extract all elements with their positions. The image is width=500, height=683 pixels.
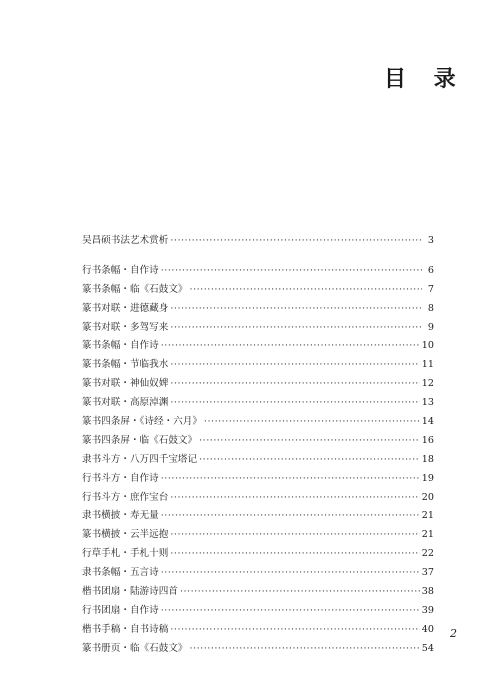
toc-entry-page: 3 [427,235,434,246]
toc-entry-label: 篆书条幅・自作诗 [82,340,159,352]
toc-entry[interactable] [82,507,434,526]
toc-dot-leader [170,356,419,375]
toc-entry-label: 篆书横披・云半远抱 [82,529,169,541]
toc-entry-label: 篆书册页・临《石鼓文》 [82,642,188,654]
toc-entry-page: 40 [421,623,434,635]
toc-entry-label: 篆书四条屏・《诗经・六月》 [82,416,202,428]
toc-entry[interactable] [82,375,434,394]
toc-entry-page: 20 [421,491,434,503]
toc-dot-leader [204,413,420,432]
toc-dot-leader [161,602,420,621]
toc-entry-label: 篆书对联・多驾写来 [82,321,169,333]
toc-entry[interactable] [82,583,434,602]
page-title: 目 录 [384,66,466,92]
toc-entry-page: 19 [421,472,434,484]
toc-entry-label: 篆书对联・神仙奴婢 [82,378,169,390]
toc-entry[interactable] [82,564,434,583]
toc-entry-page: 16 [421,434,434,446]
toc-dot-leader [170,319,422,338]
toc-entry-label: 篆书条幅・节临我水 [82,359,169,371]
toc-entry[interactable] [82,262,434,281]
toc-dot-leader [170,545,419,564]
toc-entry[interactable] [82,602,434,621]
toc-entry-label: 篆书四条屏・临《石鼓文》 [82,434,198,446]
toc-entry-page: 11 [421,359,434,371]
toc-dot-leader [199,432,420,451]
toc-dot-leader [161,507,420,526]
toc-entry[interactable] [82,470,434,489]
toc-entry-label: 行书团扇・自作诗 [82,604,159,616]
toc-dot-leader [180,583,420,602]
toc-entry-page: 54 [421,642,434,654]
toc-entry-label: 行草手札・手札十则 [82,548,169,560]
toc-dot-leader [170,526,419,545]
toc-dot-leader [190,281,422,300]
toc-dot-leader [161,337,420,356]
toc-entry-label: 行书斗方・自作诗 [82,472,159,484]
toc-entry-label: 楷书团扇・陆游诗四首 [82,586,178,598]
toc-entry-page: 9 [427,321,434,333]
toc-intro-entry[interactable] [82,232,434,251]
toc-entry-label: 行书条幅・自作诗 [82,264,159,276]
table-of-contents [82,232,434,659]
toc-dot-leader [190,640,420,659]
toc-entry[interactable] [82,640,434,659]
toc-entry-page: 22 [421,548,434,560]
toc-dot-leader [170,621,419,640]
toc-entry-page: 7 [427,283,434,295]
toc-entry[interactable] [82,356,434,375]
toc-entry-page: 21 [421,510,434,522]
toc-dot-leader [170,375,419,394]
toc-entry-label: 楷书手稿・自书诗稿 [82,623,169,635]
toc-dot-leader [161,470,420,489]
toc-entry-page: 21 [421,529,434,541]
toc-entry[interactable] [82,300,434,319]
toc-dot-leader [199,451,420,470]
toc-dot-leader [161,262,422,281]
toc-entry-label: 篆书对联・高原淖渊 [82,397,169,409]
toc-entry-page: 14 [421,416,434,428]
toc-entry-label: 行书斗方・庶作宝台 [82,491,169,503]
toc-entry-page: 12 [421,378,434,390]
toc-entry-label: 隶书条幅・五言诗 [82,567,159,579]
toc-entry[interactable] [82,545,434,564]
toc-entry[interactable] [82,281,434,300]
toc-entry[interactable] [82,451,434,470]
toc-entry-label: 隶书斗方・八万四千宝塔记 [82,453,198,465]
toc-entry-page: 38 [421,586,434,598]
toc-entry[interactable] [82,394,434,413]
toc-entry-label: 篆书对联・进德藏身 [82,302,169,314]
toc-dot-leader [170,232,422,251]
toc-entry[interactable] [82,621,434,640]
toc-entry[interactable] [82,413,434,432]
toc-entry[interactable] [82,489,434,508]
toc-entry-label: 隶书横披・寿无量 [82,510,159,522]
toc-dot-leader [170,489,419,508]
toc-entry[interactable] [82,526,434,545]
toc-entry-page: 10 [421,340,434,352]
toc-dot-leader [161,564,420,583]
toc-entry-label: 吴昌硕书法艺术赏析 [82,235,169,246]
toc-entry-page: 6 [427,264,434,276]
toc-entry-page: 8 [427,302,434,314]
toc-entry-label: 篆书条幅・临《石鼓文》 [82,283,188,295]
toc-entry[interactable] [82,432,434,451]
toc-entry[interactable] [82,319,434,338]
footer-page-number: 2 [450,627,457,640]
toc-entry-page: 13 [421,397,434,409]
toc-entry[interactable] [82,337,434,356]
toc-dot-leader [170,300,422,319]
toc-entry-page: 39 [421,604,434,616]
toc-entry-page: 37 [421,567,434,579]
toc-dot-leader [170,394,419,413]
toc-entry-page: 18 [421,453,434,465]
